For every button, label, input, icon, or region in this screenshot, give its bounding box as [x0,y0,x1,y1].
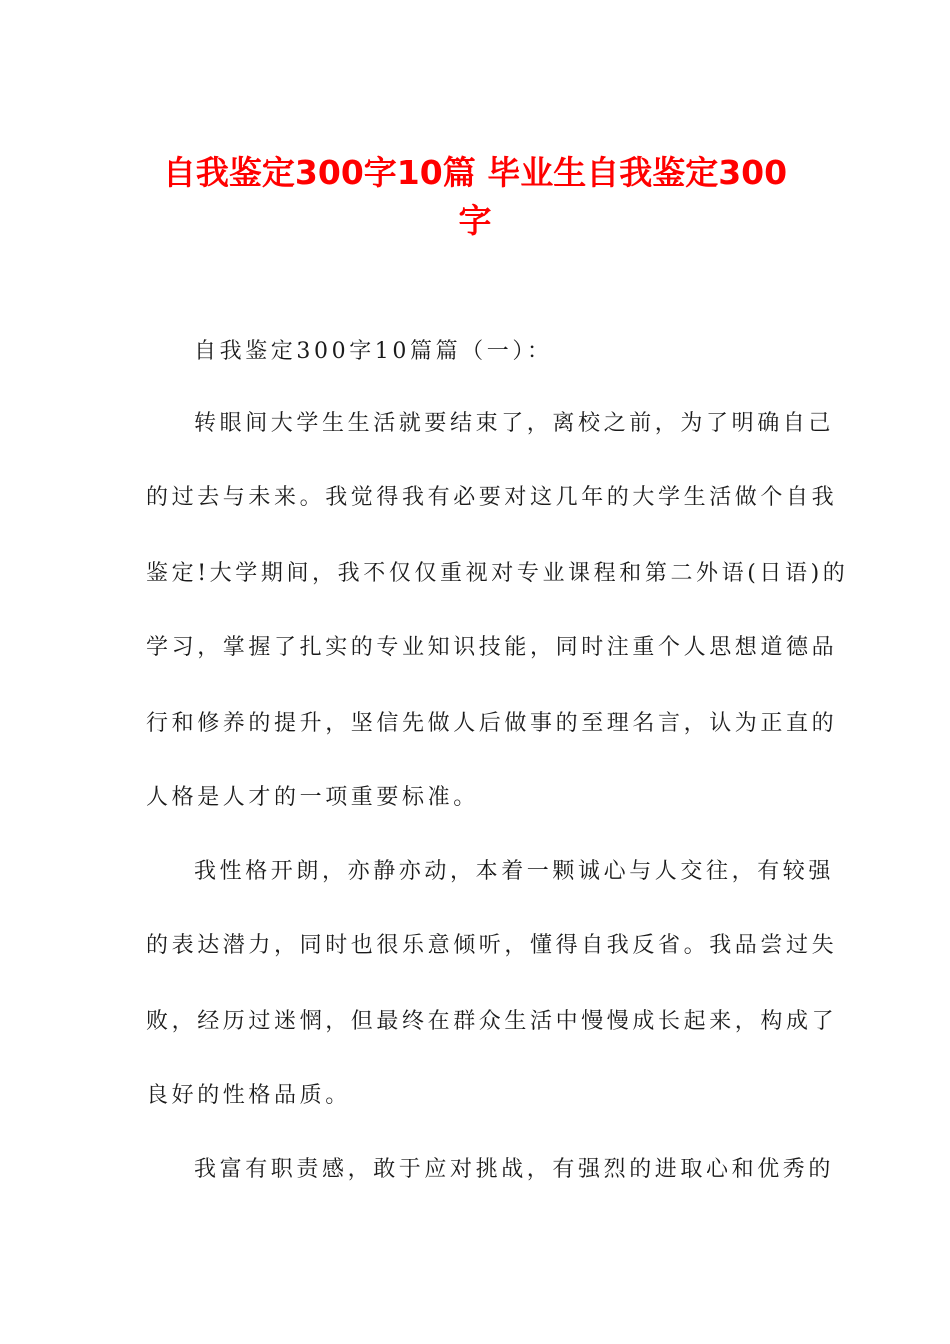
paragraph-line: 的表达潜力，同时也很乐意倾听，懂得自我反省。我品尝过失 [146,933,838,958]
paragraph-line: 良好的性格品质。 [146,1083,351,1108]
paragraph-line: 我性格开朗，亦静亦动，本着一颗诚心与人交往，有较强 [194,859,835,884]
document-title-line-1: 自我鉴定300字10篇 毕业生自我鉴定300 [162,153,788,192]
paragraph-line: 败，经历过迷惘，但最终在群众生活中慢慢成长起来，构成了 [146,1009,838,1034]
section-heading: 自我鉴定300字10篇篇（一）： [194,339,553,364]
paragraph-line: 人格是人才的一项重要标准。 [146,785,479,810]
document-title-line-2: 字 [458,201,492,240]
paragraph-line: 的过去与未来。我觉得我有必要对这几年的大学生活做个自我 [146,485,838,510]
paragraph-line: 我富有职责感，敢于应对挑战，有强烈的进取心和优秀的 [194,1157,835,1182]
paragraph-line: 转眼间大学生生活就要结束了，离校之前，为了明确自己 [194,411,835,436]
paragraph-line: 行和修养的提升，坚信先做人后做事的至理名言，认为正直的 [146,711,838,736]
paragraph-line: 学习，掌握了扎实的专业知识技能，同时注重个人思想道德品 [146,635,838,660]
paragraph-line: 鉴定!大学期间，我不仅仅重视对专业课程和第二外语(日语)的 [146,561,849,586]
